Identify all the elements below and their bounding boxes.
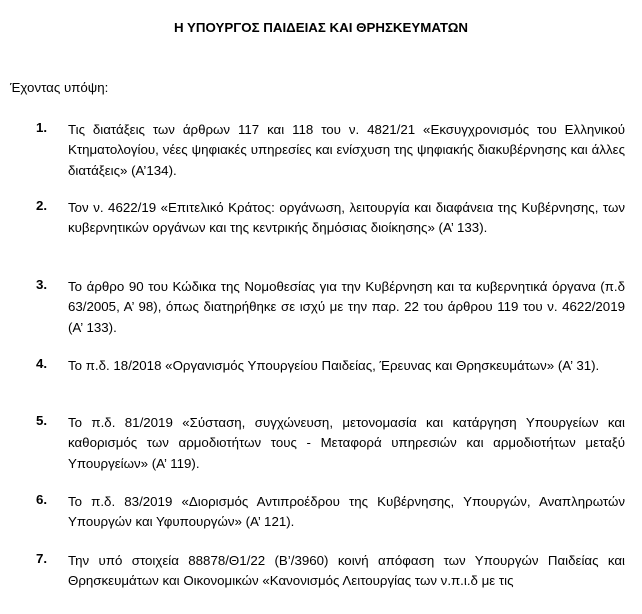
item-text: Τις διατάξεις των άρθρων 117 και 118 του ν. 4821/21 «Εκσυγχρονισμός του Ελληνικού Κτηματολογίου, νέες ψηφιακές υπηρεσίες και ενίσχυση της ψηφιακής διακυβέρνησης και άλλες διατάξεις» (Α’134). xyxy=(68,122,625,178)
item-text: Το π.δ. 83/2019 «Διορισμός Αντιπροέδρου της Κυβέρνησης, Υπουργών, Αναπληρωτών Υπουργών και Υφυπουργών» (Α’ 121). xyxy=(68,494,625,530)
item-text: Την υπό στοιχεία 88878/Θ1/22 (Β’/3960) κοινή απόφαση των Υπουργών Παιδείας και Θρησκευμάτων και Οικονομικών «Κανονισμός Λειτουργίας των ν.π.ι.δ με τις xyxy=(68,553,625,589)
item-text: Το π.δ. 81/2019 «Σύσταση, συγχώνευση, μετονομασία και κατάργηση Υπουργείων και καθορισμός των αρμοδιοτήτων τους - Μεταφορά υπηρεσιών και αρμοδιοτήτων μεταξύ Υπουργείων» (Α’ 119). xyxy=(68,415,625,471)
item-number: 7. xyxy=(36,551,48,566)
item-number: 5. xyxy=(36,413,48,428)
item-number: 3. xyxy=(36,277,48,292)
item-number: 4. xyxy=(36,356,48,371)
intro-text: Έχοντας υπόψη: xyxy=(10,80,109,95)
page-title: Η ΥΠΟΥΡΓΟΣ ΠΑΙΔΕΙΑΣ ΚΑΙ ΘΡΗΣΚΕΥΜΑΤΩΝ xyxy=(174,20,468,35)
item-number: 6. xyxy=(36,492,48,507)
item-text: Το άρθρο 90 του Κώδικα της Νομοθεσίας για την Κυβέρνηση και τα κυβερνητικά όργανα (π.δ 63/2005, Α’ 98), όπως διατηρήθηκε σε ισχύ με την παρ. 22 του άρθρου 119 του ν. 4622/2019 (Α’ 133). xyxy=(68,279,625,335)
item-number: 2. xyxy=(36,198,48,213)
item-text: Τον ν. 4622/19 «Επιτελικό Κράτος: οργάνωση, λειτουργία και διαφάνεια της Κυβέρνησης, των κυβερνητικών οργάνων και της κεντρικής δημόσιας διοίκησης» (Α’ 133). xyxy=(68,200,625,236)
item-number: 1. xyxy=(36,120,48,135)
item-text: Το π.δ. 18/2018 «Οργανισμός Υπουργείου Παιδείας, Έρευνας και Θρησκευμάτων» (Α’ 31). xyxy=(68,358,600,373)
